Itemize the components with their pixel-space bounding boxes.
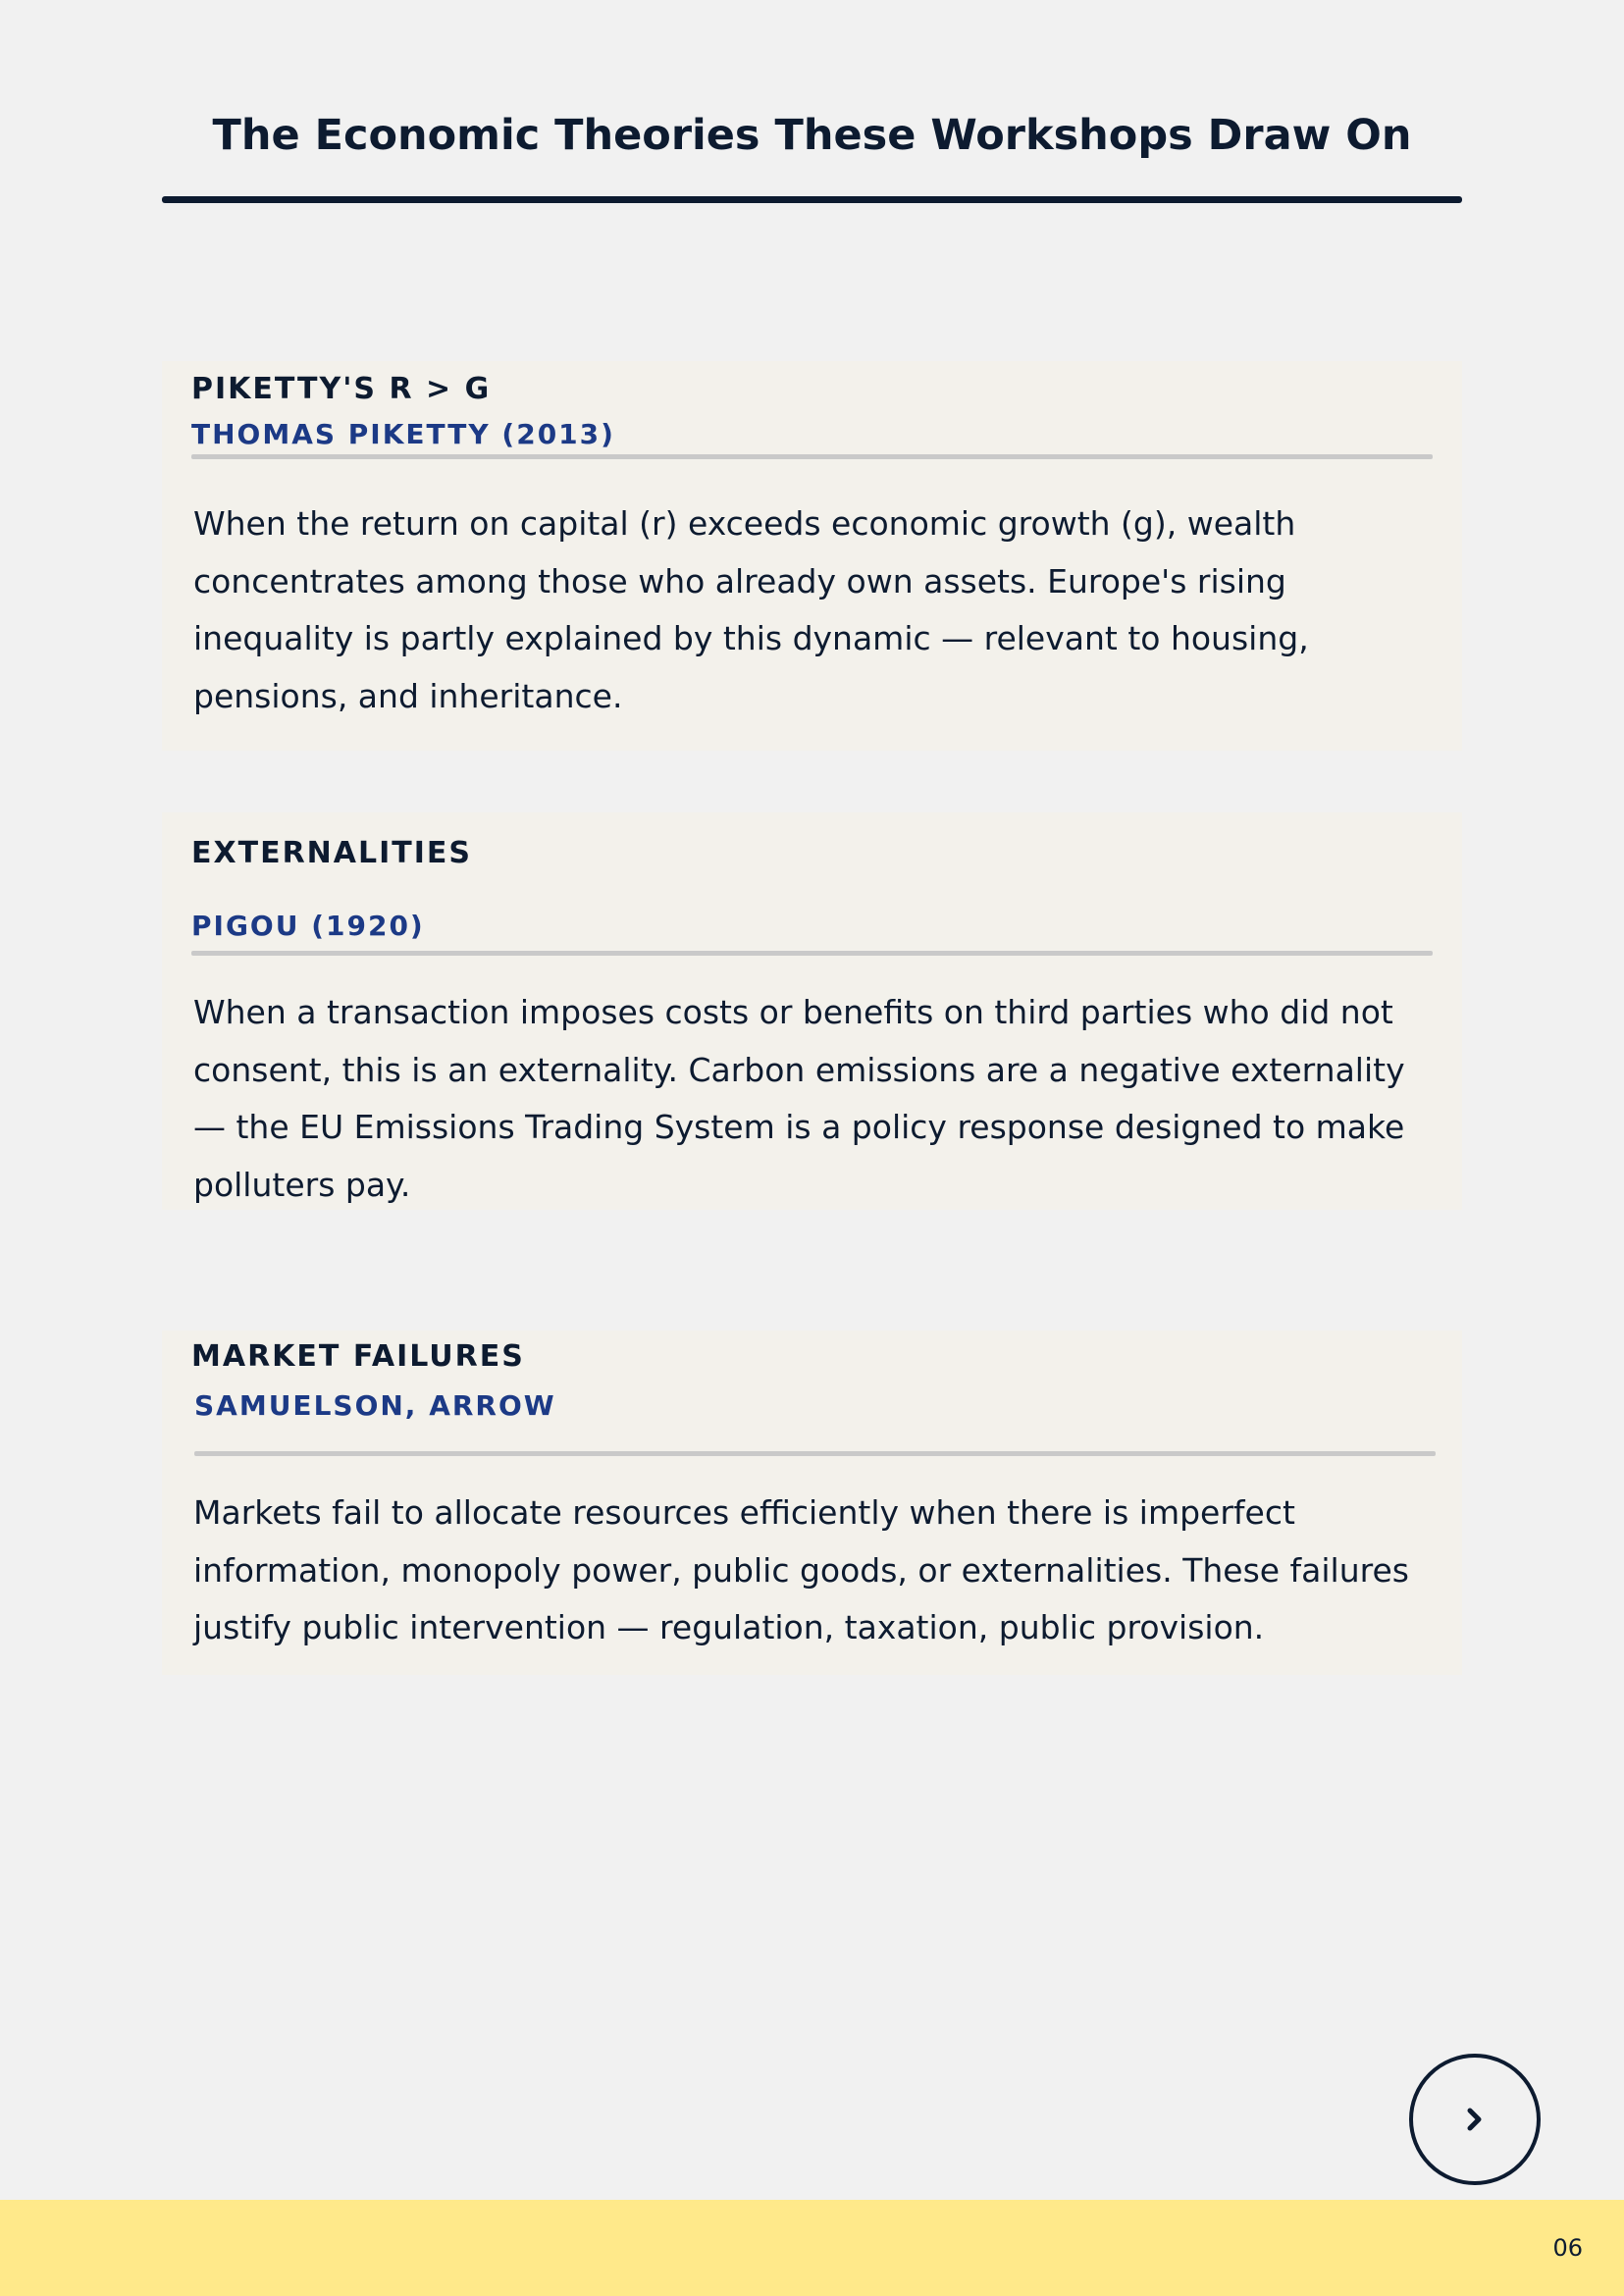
card-body: When a transaction imposes costs or benefits on third parties who did not consent, this is an externality. Carbon emissions are a negative externality — the EU Emissions Trading System is a policy response designed to make polluters pay.: [193, 993, 1405, 1204]
card-divider: [194, 1451, 1436, 1456]
card-title: MARKET FAILURES: [191, 1339, 525, 1374]
footer-bar: [0, 2200, 1624, 2296]
theory-card-piketty: [162, 361, 1462, 751]
next-page-button[interactable]: [1409, 2054, 1541, 2185]
card-divider: [191, 951, 1433, 956]
chevron-right-icon: [1460, 2105, 1490, 2134]
page-title: The Economic Theories These Workshops Draw On: [212, 111, 1412, 160]
card-title: EXTERNALITIES: [191, 836, 473, 870]
theory-card-externalities: [162, 812, 1462, 1210]
card-author: PIGOU (1920): [191, 910, 425, 942]
card-title: PIKETTY'S R > G: [191, 372, 492, 406]
card-divider: [191, 454, 1433, 459]
page-number: 06: [1552, 2234, 1583, 2262]
card-body: When the return on capital (r) exceeds economic growth (g), wealth concentrates among those who already own assets. Europe's rising inequality is partly explained by this dynamic — relevant to housing, pensions, and inheritance.: [193, 504, 1309, 715]
card-body: Markets fail to allocate resources efficiently when there is imperfect information, monopoly power, public goods, or externalities. These failures justify public intervention — regulation, taxation, public provision.: [193, 1493, 1409, 1646]
title-divider: [162, 196, 1462, 203]
card-author: SAMUELSON, ARROW: [194, 1389, 556, 1422]
card-author: THOMAS PIKETTY (2013): [191, 418, 615, 450]
theory-card-market-failures: [162, 1331, 1462, 1675]
